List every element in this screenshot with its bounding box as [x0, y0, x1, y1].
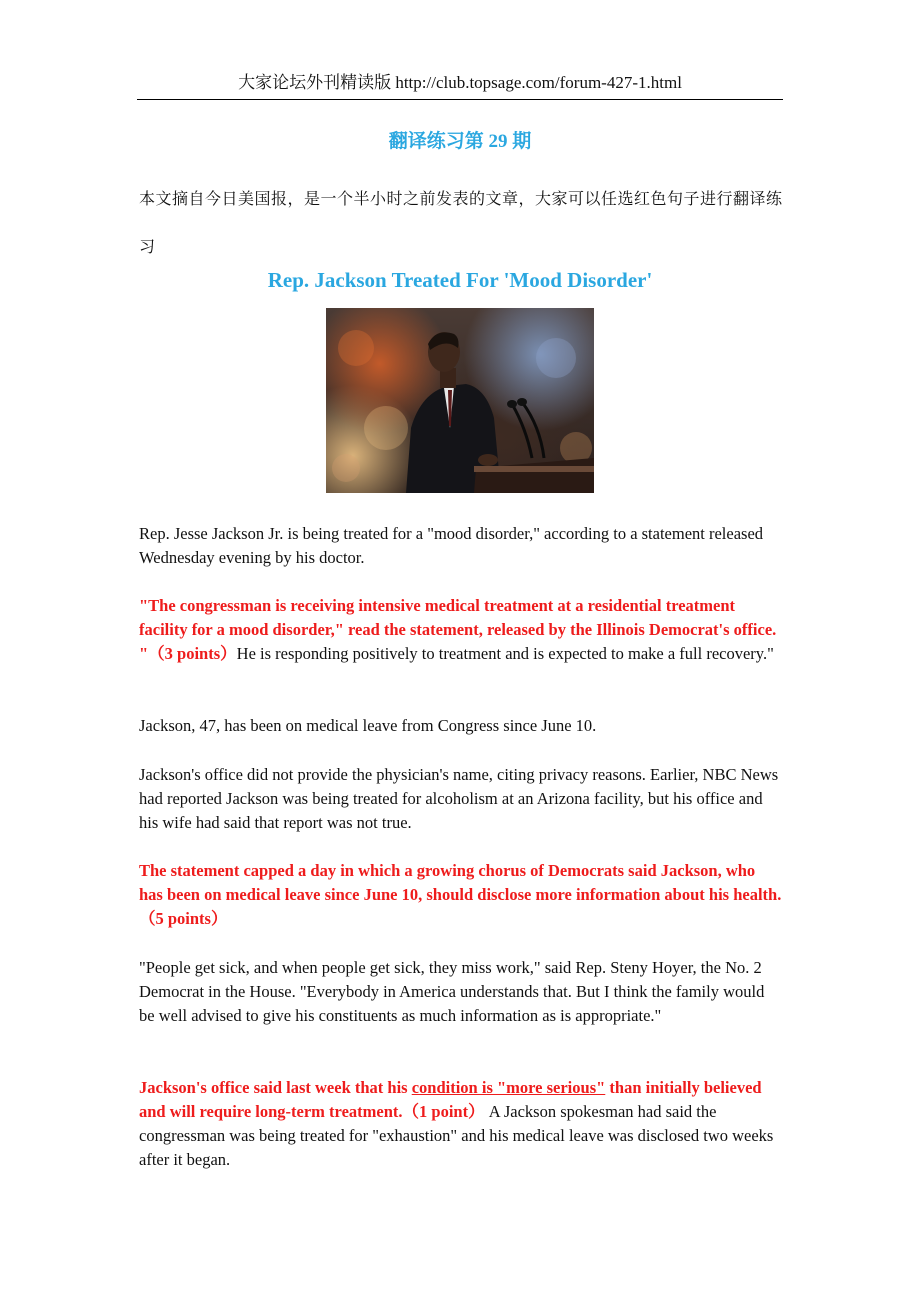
underlined-phrase: condition is "more serious" — [411, 1078, 606, 1097]
points-badge: （3 points） — [148, 644, 237, 663]
points-badge: （1 point） — [402, 1102, 485, 1121]
page-header: 大家论坛外刊精读版 http://club.topsage.com/forum-427-1.html — [137, 68, 783, 100]
intro-text: 本文摘自今日美国报，是一个半小时之前发表的文章，大家可以任选红色句子进行翻译练习 — [139, 191, 783, 256]
paragraph-2 — [139, 594, 783, 666]
paragraph-3 — [139, 714, 783, 738]
paragraph-7 — [139, 1076, 783, 1172]
highlight-sentence-2: The statement capped a day in which a growing chorus of Democrats said Jackson, who has been on medical leave since June 10, should disclose more information about his health. — [139, 861, 782, 904]
paragraph-6 — [139, 956, 783, 1028]
highlight-sentence-1: "The congressman is receiving intensive medical treatment at a residential treatment facility for a mood disorder," read the statement, released by the Illinois Democrat's office. " — [139, 596, 777, 663]
highlight-sentence-3a: Jackson's office said last week that his — [139, 1078, 412, 1097]
issue-title: 翻译练习第 29 期 — [388, 131, 532, 152]
paragraph-1-text: Rep. Jesse Jackson Jr. is being treated for a "mood disorder," according to a statement released Wednesday evening by his doctor. — [139, 524, 764, 567]
points-badge: （5 points） — [139, 909, 228, 928]
paragraph-4-text: Jackson's office did not provide the physician's name, citing privacy reasons. Earlier, NBC News had reported Jackson was being treated for alcoholism at an Arizona facility, but his office and his wife had said that report was not true. — [139, 765, 779, 832]
photo-illustration — [326, 308, 594, 493]
article-title: Rep. Jackson Treated For 'Mood Disorder' — [267, 268, 653, 292]
paragraph-3-text: Jackson, 47, has been on medical leave from Congress since June 10. — [139, 716, 597, 735]
paragraph-7-rest: A Jackson spokesman had said the congressman was being treated for "exhaustion" and his medical leave was disclosed two weeks after it began. — [139, 1102, 774, 1169]
paragraph-2-rest: He is responding positively to treatment and is expected to make a full recovery." — [236, 644, 774, 663]
paragraph-5 — [139, 859, 783, 931]
paragraph-1 — [139, 522, 783, 570]
highlight-sentence-3b: than initially believed and will require long-term treatment. — [139, 1078, 762, 1121]
speaker-at-podium-photo — [326, 308, 594, 493]
paragraph-4 — [139, 763, 783, 835]
paragraph-6-text: "People get sick, and when people get sick, they miss work," said Rep. Steny Hoyer, the No. 2 Democrat in the House. "Everybody in America understands that. But I think the family would be well advised to give his constituents as much information as is appropriate." — [139, 958, 765, 1025]
